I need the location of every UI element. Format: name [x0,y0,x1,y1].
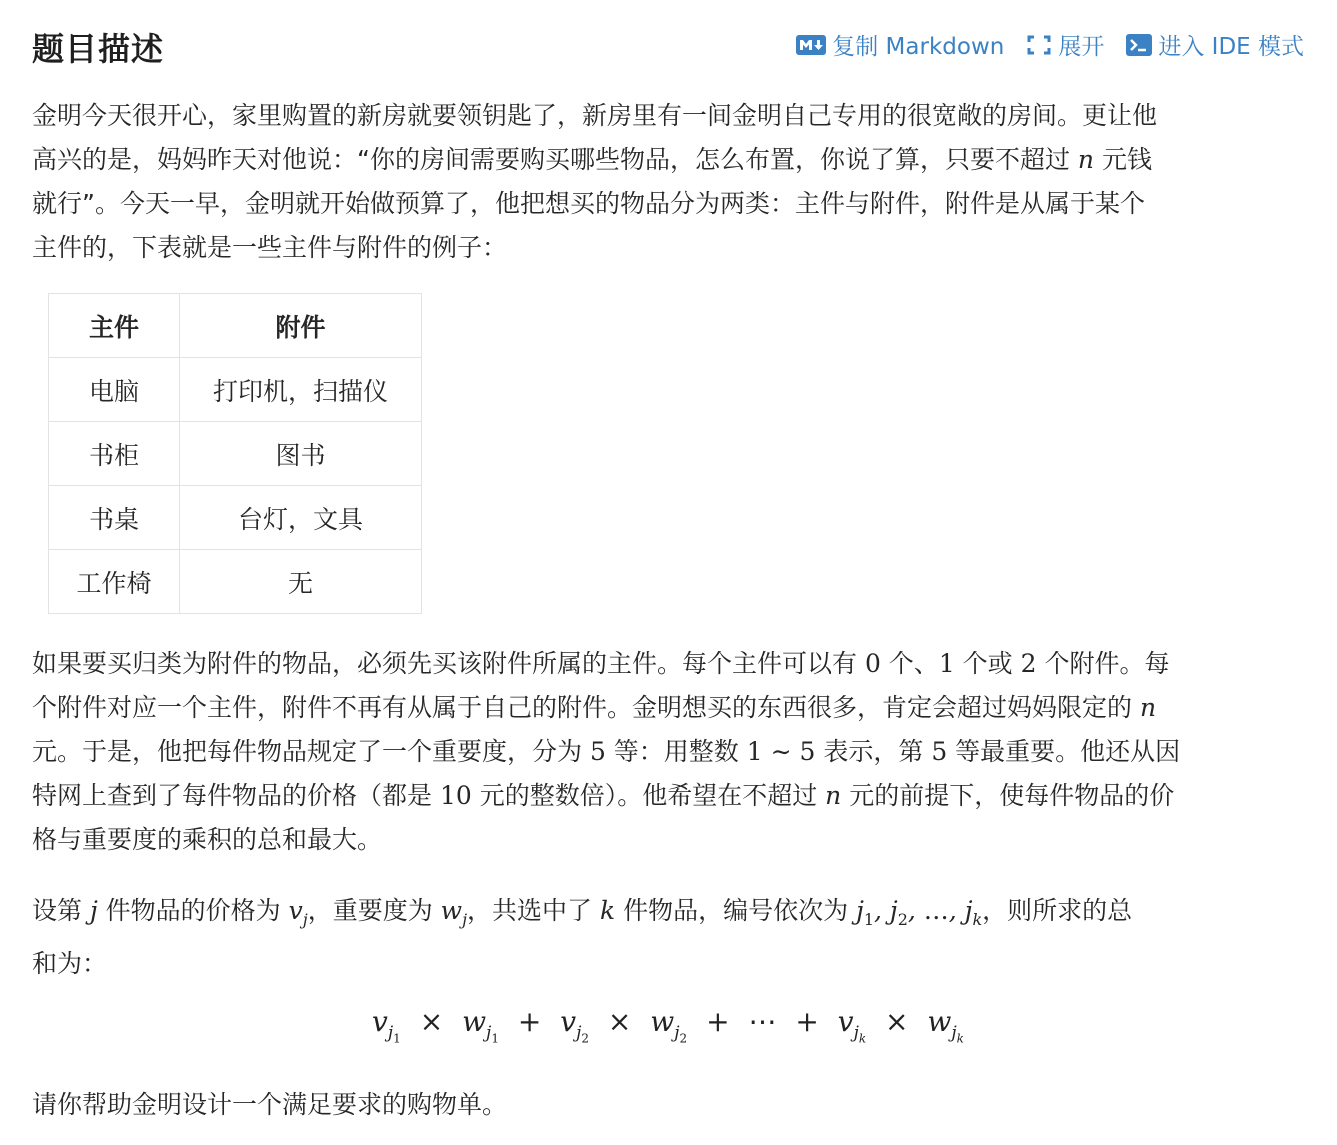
items-table [48,293,422,614]
var-j: j [853,1022,859,1043]
rules-text: 特网上查到了每件物品的价格（都是 [32,781,440,810]
var-n: n [1077,145,1095,174]
definition-text: 件物品的价格为 [97,896,289,925]
rules-text: 等：用整数 [605,737,747,766]
var-j: j [576,1022,582,1043]
expand-button[interactable] [1026,28,1104,61]
var-j: j [89,896,98,925]
rules-text: 表示，第 [815,737,932,766]
intro-line-1: 金明今天很开心，家里购置的新房就要领钥匙了，新房里有一间金明自己专用的很宽敞的房间。更让他 [32,101,1158,130]
table-cell-main: 电脑 [49,358,180,422]
subscript: 2 [897,910,908,929]
subscript: k [972,910,983,929]
sum-formula [32,1005,1304,1045]
var-j: j [674,1022,680,1043]
table-cell-main: 书桌 [49,486,180,550]
var-j: j [964,896,973,925]
table-row [49,358,422,422]
var-j: j [889,896,898,925]
var-k: k [600,896,616,925]
subscript: 1 [863,910,875,929]
rules-text: 元的整数倍）。他希望在不超过 [471,781,826,810]
rules-text: 元的前提下，使每件物品的价 [841,781,1175,810]
intro-line-3: 就行”。今天一早，金明就开始做预算了，他把想买的物品分为两类：主件与附件，附件是从属于某个 [32,189,1145,218]
rules-text: 元。于是，他把每件物品规定了一个重要度，分为 [32,737,590,766]
var-j: j [486,1022,492,1043]
intro-paragraph [32,94,1304,270]
cdots: ⋯ [748,1005,777,1038]
number: 5 [931,737,948,766]
enter-ide-button[interactable] [1126,28,1304,61]
times-operator: × [885,1005,909,1038]
rules-text: 个附件。每 [1036,649,1170,678]
intro-line-2a: 高兴的是，妈妈昨天对他说：“你的房间需要购买哪些物品，怎么布置，你说了算，只要不超过 [32,145,1078,174]
var-n: n [1139,693,1157,722]
copy-markdown-button[interactable] [796,28,1004,61]
terminal-icon [1126,34,1152,56]
table-cell-accessory: 图书 [180,422,422,486]
subscript: 2 [581,1030,589,1045]
table-row [49,486,422,550]
var-j: j [856,896,864,925]
definition-text: 和为： [32,949,108,978]
copy-markdown-label: 复制 Markdown [832,34,1005,60]
subscript: 1 [491,1030,499,1045]
subscript: 1 [393,1030,401,1045]
index-sequence: $j_1$, $j_2$, …, $j_k$ [856,896,983,929]
markdown-icon [796,35,826,55]
rules-text: 如果要买归类为附件的物品，必须先买该附件所属的主件。每个主件可以有 [32,649,865,678]
var-w: w [650,1005,675,1038]
closing-text: 请你帮助金明设计一个满足要求的购物单。 [32,1090,508,1119]
var-v: v [560,1005,577,1038]
subscript: k [858,1030,867,1045]
plus-operator: + [706,1005,730,1038]
subscript: j [462,910,468,929]
var-j: j [951,1022,957,1043]
subscript: j [302,910,308,929]
plus-operator: + [795,1005,819,1038]
times-operator: × [419,1005,444,1038]
rules-text: 个附件对应一个主件，附件不再有从属于自己的附件。金明想买的东西很多，肯定会超过妈妈限定的 [32,693,1140,722]
expand-label: 展开 [1058,34,1105,60]
range: 1 ∼ 5 [746,737,816,766]
table-cell-accessory: 无 [180,550,422,614]
definition-text: 件物品，编号依次为 [615,896,857,925]
var-w: w [927,1005,952,1038]
number: 10 [439,781,472,810]
times-operator: × [607,1005,632,1038]
subscript: 2 [679,1030,688,1045]
var-v: v [288,896,303,925]
var-w: w [462,1005,487,1038]
table-row [49,550,422,614]
var-v: v [837,1005,854,1038]
definition-text: 设第 [32,896,90,925]
definition-text: ，重要度为 [307,896,441,925]
rules-text: 个、 [880,649,939,678]
intro-line-2b: 元钱 [1094,145,1152,174]
subscript: k [956,1030,964,1045]
rules-paragraph [32,642,1304,862]
table-cell-accessory: 打印机，扫描仪 [180,358,422,422]
table-row [49,422,422,486]
definition-paragraph [32,889,1304,986]
rules-text: 个或 [954,649,1021,678]
number: 1 [938,649,955,678]
number: 0 [864,649,881,678]
var-n: n [825,781,842,810]
header-actions [796,28,1304,61]
table-cell-main: 书柜 [49,422,180,486]
table-header-main: 主件 [49,294,180,358]
table-header-accessory: 附件 [180,294,422,358]
enter-ide-label: 进入 IDE 模式 [1158,34,1304,60]
plus-operator: + [517,1005,542,1038]
definition-text: ，则所求的总 [982,896,1133,925]
var-j: j [387,1022,394,1043]
var-w: w [440,896,463,925]
var-v: v [372,1005,388,1038]
ellipsis: … [923,896,949,925]
number: 2 [1020,649,1037,678]
table-cell-main: 工作椅 [49,550,180,614]
problem-header [32,20,1304,70]
number: 5 [589,737,606,766]
table-cell-accessory: 台灯，文具 [180,486,422,550]
intro-line-4: 主件的，下表就是一些主件与附件的例子： [32,233,508,262]
page-title: 题目描述 [32,30,165,68]
definition-text: ，共选中了 [467,896,600,925]
closing-paragraph [32,1083,1304,1127]
table-header-row [49,294,422,358]
rules-text: 等最重要。他还从因 [947,737,1181,766]
expand-icon [1026,34,1052,56]
rules-text: 格与重要度的乘积的总和最大。 [32,825,383,854]
